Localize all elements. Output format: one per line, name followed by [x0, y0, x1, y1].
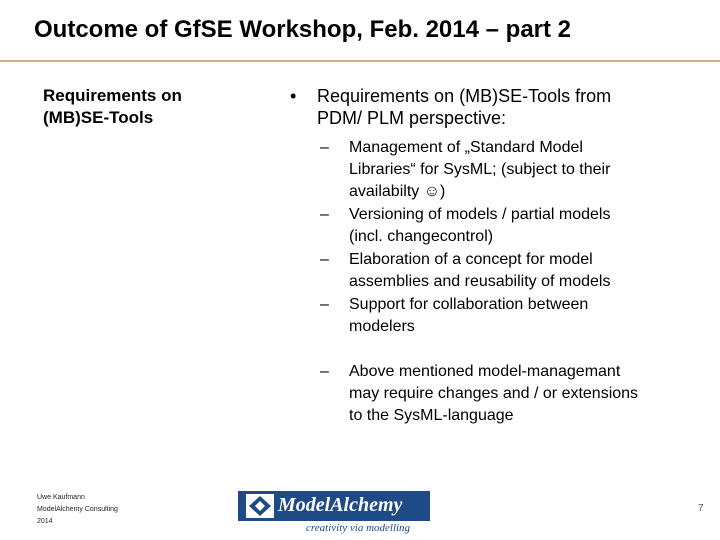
text-line: may require changes and / or extensions [349, 385, 639, 402]
spacer [290, 338, 690, 360]
page-number: 7 [698, 503, 704, 514]
section-heading-line: Requirements on [43, 86, 182, 105]
text-line: assemblies and reusability of models [349, 273, 611, 290]
sub-bullet-list [290, 137, 690, 427]
dash-mark: – [320, 206, 329, 223]
text-line: (incl. changecontrol) [349, 228, 494, 245]
footer-year: 2014 [37, 518, 53, 525]
text-line: PDM/ PLM perspective: [317, 108, 507, 128]
sub-bullet [320, 137, 690, 203]
text-line: availabilty ☺) [349, 183, 446, 200]
sub-bullet-text [349, 361, 638, 427]
slide-title: Outcome of GfSE Workshop, Feb. 2014 – part 2 [34, 16, 572, 43]
logo-banner [238, 491, 430, 521]
logo-tagline: creativity via modelling [306, 522, 411, 534]
sub-bullet-text [349, 204, 610, 248]
sub-bullet [320, 294, 690, 338]
dash-mark: – [320, 251, 329, 268]
bullet-text [317, 85, 611, 129]
sub-bullet [320, 249, 690, 293]
text-line: Elaboration of a concept for model [349, 251, 593, 268]
section-heading-line: (MB)SE-Tools [43, 108, 154, 127]
sub-bullet [320, 204, 690, 248]
text-line: modelers [349, 318, 415, 335]
sub-bullet [320, 361, 690, 427]
company-logo [238, 491, 430, 534]
sub-bullet-text [349, 294, 588, 338]
dash-mark: – [320, 363, 329, 380]
text-line: Above mentioned model-managemant [349, 363, 621, 380]
diamond-icon [246, 494, 274, 518]
title-divider [0, 60, 720, 62]
footer-info [37, 492, 118, 528]
text-line: Versioning of models / partial models [349, 206, 611, 223]
footer-author: Uwe Kaufmann [37, 494, 85, 501]
text-line: Management of „Standard Model [349, 139, 583, 156]
bullet-mark: • [290, 86, 297, 106]
main-bullet [290, 85, 690, 129]
text-line: to the SysML-language [349, 407, 514, 424]
dash-mark: – [320, 139, 329, 156]
text-line: Requirements on (MB)SE-Tools from [317, 86, 612, 106]
text-line: Libraries“ for SysML; (subject to their [349, 161, 611, 178]
content-body [290, 85, 690, 427]
sub-bullet-text [349, 249, 610, 293]
section-heading [43, 85, 243, 129]
text-line: Support for collaboration between [349, 296, 589, 313]
footer-company: ModelAlchemy Consulting [37, 506, 118, 513]
logo-wordmark: ModelAlchemy [278, 494, 403, 516]
sub-bullet-text [349, 137, 610, 203]
dash-mark: – [320, 296, 329, 313]
